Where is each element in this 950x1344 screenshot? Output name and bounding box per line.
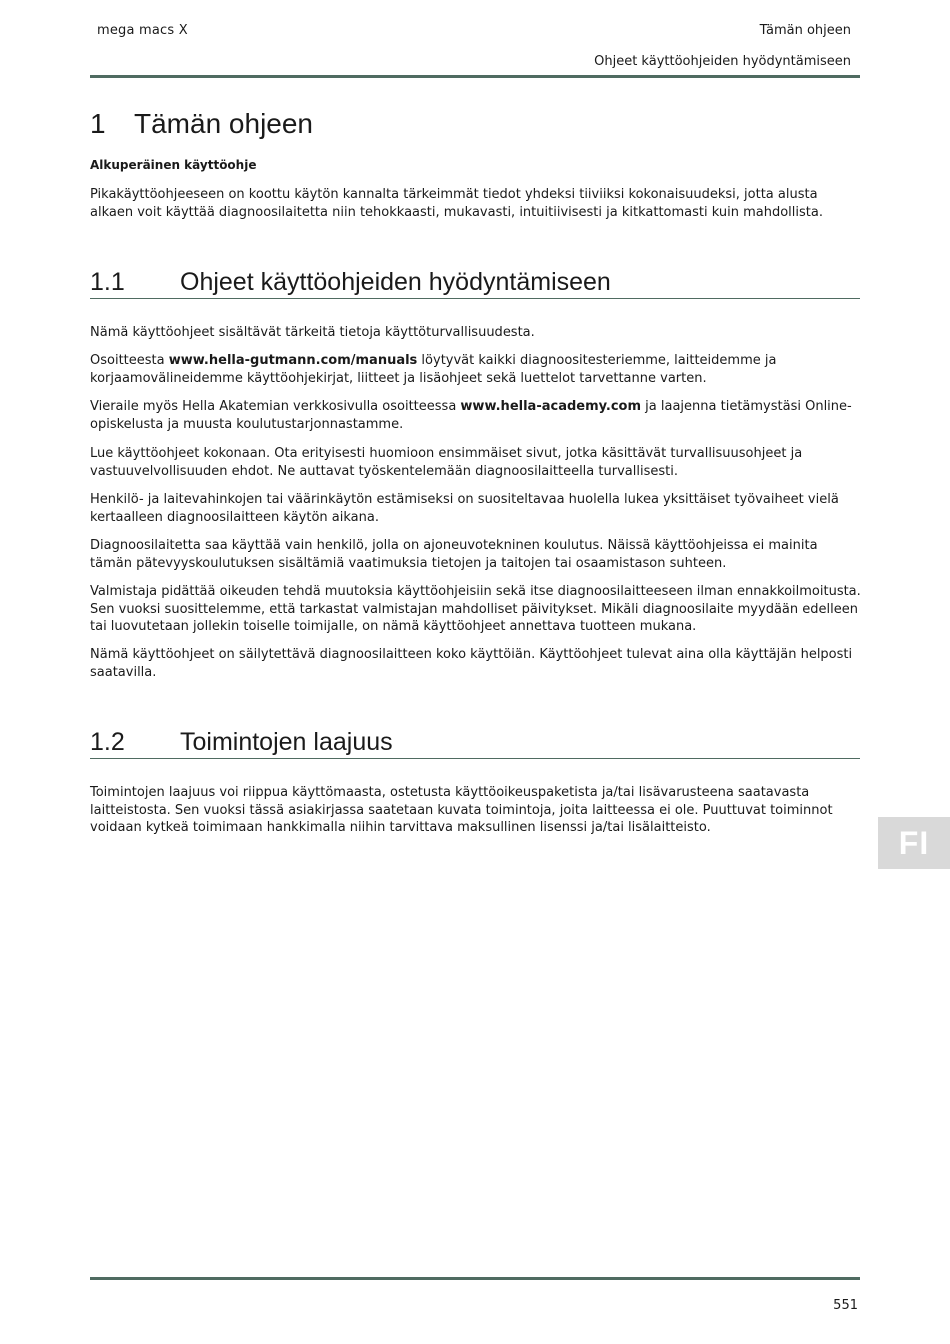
chapter-heading (90, 108, 313, 140)
section-1-2-title: Toimintojen laajuus (180, 728, 393, 756)
footer-divider (90, 1277, 860, 1280)
section-1-2-number: 1.2 (90, 728, 125, 756)
p2-text-post: löytyvät kaikki diagnoositesteriemme, laitteidemme ja korjaamovälineidemme käyttöohjekirjat, liitteet ja lisäohjeet sekä luettelot tarvettanne varten. (90, 353, 777, 386)
chapter-number: 1 (90, 108, 106, 139)
header-section: Ohjeet käyttöohjeiden hyödyntämiseen (594, 54, 851, 69)
section-1-1-paragraph-6: Diagnoosilaitetta saa käyttää vain henkilö, jolla on ajoneuvotekninen koulutus. Näissä käyttöohjeissa ei mainita tämän pätevyyskoulutuksen sisältämiä vaatimuksia tietojen ja taitojen tai osaamistason suhteen. (90, 538, 818, 571)
section-1-1-paragraph-7: Valmistaja pidättää oikeuden tehdä muutoksia käyttöohjeisiin sekä itse diagnoosilaitteeseen ilman ennakkoilmoitusta. Sen vuoksi suosittelemme, että tarkastat valmistajan mahdolliset päivitykset. Mikäli diagnoosilaite myydään edelleen tai luovutetaan jollekin toiselle toimijalle, on nämä käyttöohjeet annettava tuotteen mukana. (90, 584, 861, 635)
section-1-2-paragraph-1: Toimintojen laajuus voi riippua käyttömaasta, ostetusta käyttöoikeuspaketista ja/tai lisävarusteena saatavasta laitteistosta. Sen vuoksi tässä asiakirjassa saatetaan kuvata toimintoja, joita laitteessa ei ole. Puuttuvat toiminnot voidaan kytkeä toimimaan hankkimalla niihin tarvittava maksullinen lisenssi ja/tai lisälaitteisto. (90, 785, 833, 836)
p3-text-pre: Vieraile myös Hella Akatemian verkkosivulla osoitteessa (90, 399, 461, 414)
p3-text-post: ja laajenna tietämystäsi Online-opiskelusta ja muusta koulutustarjonnastamme. (90, 399, 852, 432)
section-1-1-heading (90, 267, 860, 299)
section-1-1-paragraph-4: Lue käyttöohjeet kokonaan. Ota erityisesti huomioon ensimmäiset sivut, jotka käsittävät turvallisuusohjeet ja vastuuvelvollisuuden ehdot. Ne auttavat työskentelemään diagnoosilaitteella turvallisesti. (90, 446, 803, 479)
chapter-title: Tämän ohjeen (134, 108, 314, 139)
section-1-1-paragraph-3 (90, 398, 862, 433)
section-1-1-paragraph-1: Nämä käyttöohjeet sisältävät tärkeitä tietoja käyttöturvallisuudesta. (90, 325, 535, 340)
chapter-subtitle: Alkuperäinen käyttöohje (90, 158, 257, 172)
page-number: 551 (833, 1298, 858, 1313)
academy-link[interactable]: www.hella-academy.com (460, 399, 642, 414)
section-1-1-paragraph-8: Nämä käyttöohjeet on säilytettävä diagnoosilaitteen koko käyttöiän. Käyttöohjeet tulevat aina olla käyttäjän helposti saatavilla. (90, 647, 853, 680)
header-divider (90, 75, 860, 78)
header-chapter: Tämän ohjeen (759, 23, 851, 38)
section-1-1-title: Ohjeet käyttöohjeiden hyödyntämiseen (180, 268, 611, 296)
section-1-1-number: 1.1 (90, 268, 125, 296)
chapter-intro: Pikakäyttöohjeeseen on koottu käytön kannalta tärkeimmät tiedot yhdeksi tiiviiksi kokonaisuudeksi, jotta alusta alkaen voit käyttää diagnoosilaitetta niin tehokkaasti, mukavasti, intuitiivisesti ja kitkattomasti kuin mahdollista. (90, 187, 823, 220)
header-product: mega macs X (97, 23, 188, 38)
p2-text-pre: Osoitteesta (90, 353, 169, 368)
section-1-1-paragraph-2 (90, 352, 862, 387)
language-tab: FI (878, 817, 950, 869)
manuals-link[interactable]: www.hella-gutmann.com/manuals (168, 353, 418, 368)
section-1-1-paragraph-5: Henkilö- ja laitevahinkojen tai väärinkäytön estämiseksi on suositeltavaa huolella lukea yksittäiset työvaiheet vielä kertaalleen diagnoosilaitteen käytön aikana. (90, 492, 839, 525)
section-1-2-heading (90, 727, 860, 759)
